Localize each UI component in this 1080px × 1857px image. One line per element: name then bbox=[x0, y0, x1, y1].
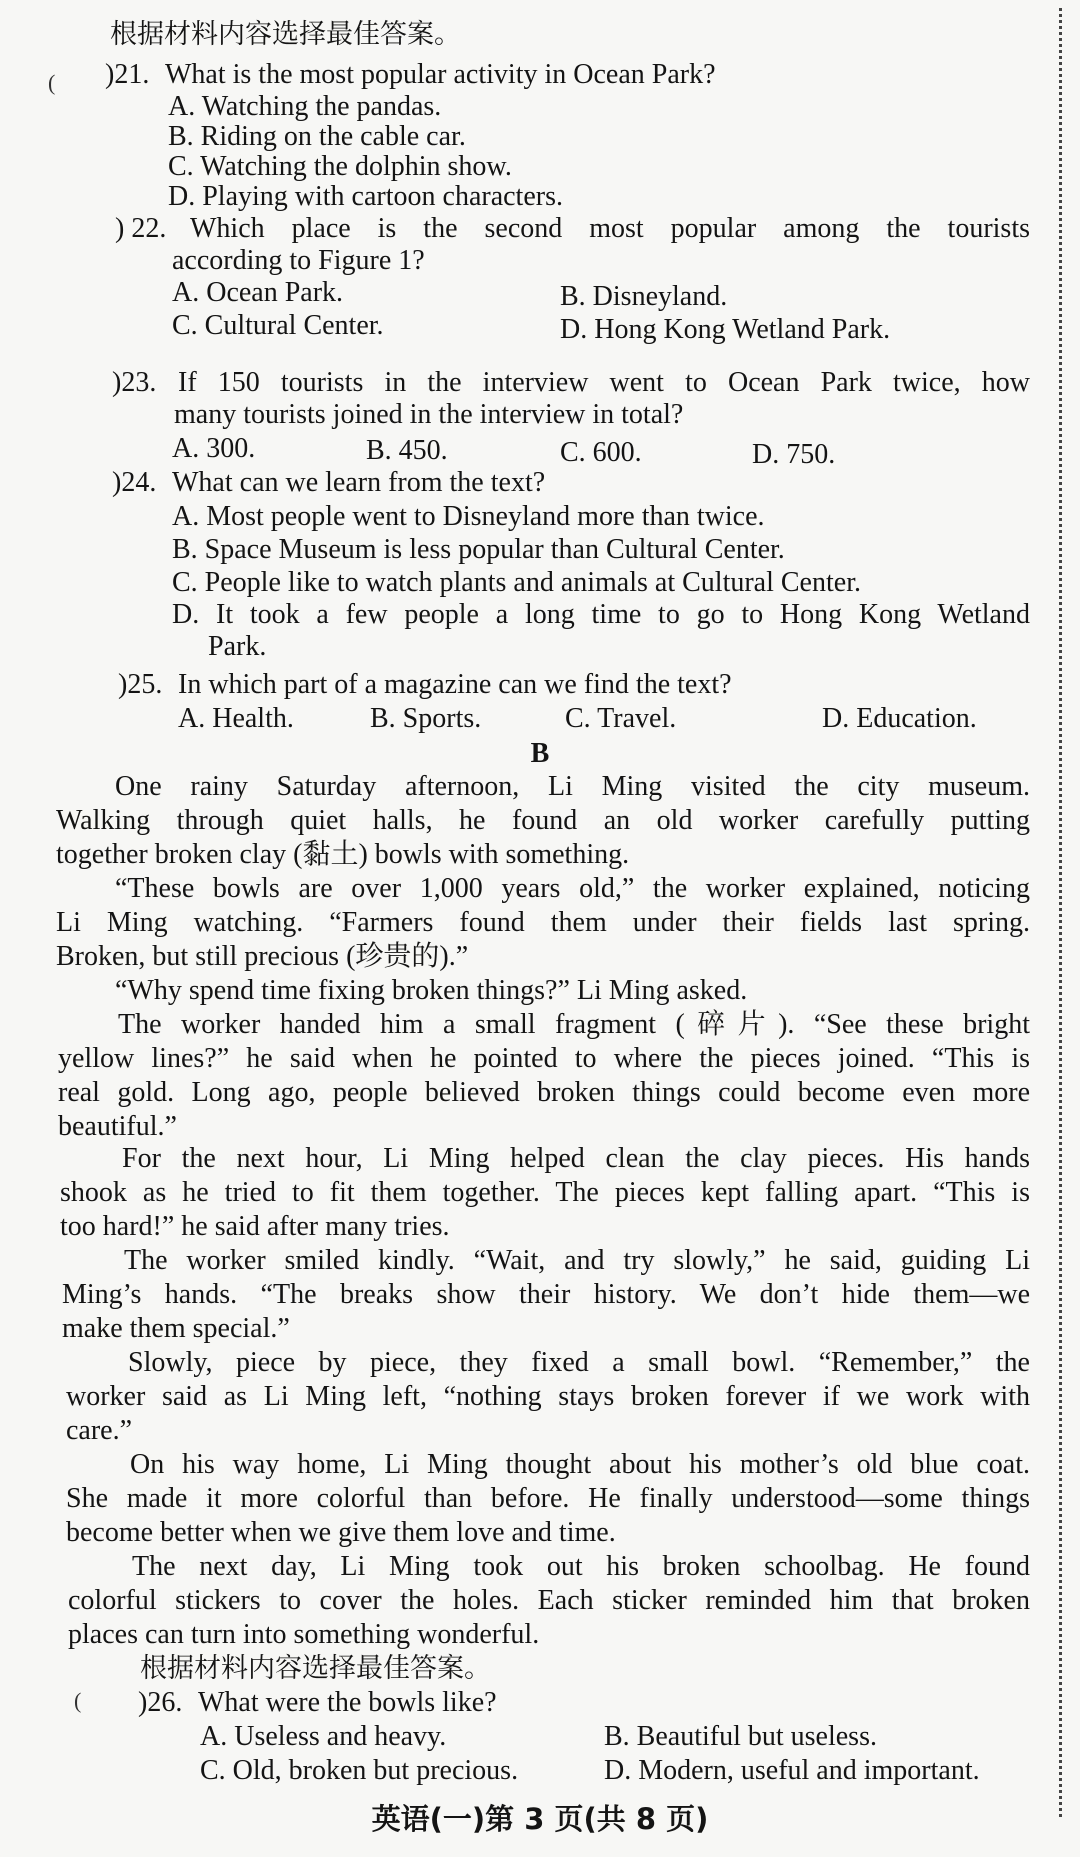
q22-option-b: B. Disneyland. bbox=[560, 281, 728, 312]
passage-line: The worker handed him a small fragment (碎片). “See these bright bbox=[118, 1009, 1030, 1040]
q21-stem: What is the most popular activity in Ocean Park? bbox=[165, 59, 716, 90]
q24-stem: What can we learn from the text? bbox=[172, 467, 546, 498]
q21-option-b: B. Riding on the cable car. bbox=[168, 121, 466, 152]
q23-stem-line2: many tourists joined in the interview in total? bbox=[174, 399, 684, 430]
passage-line: One rainy Saturday afternoon, Li Ming visited the city museum. bbox=[115, 771, 1030, 802]
q21-option-a: A. Watching the pandas. bbox=[168, 91, 442, 122]
passage-line: too hard!” he said after many tries. bbox=[60, 1211, 450, 1242]
passage-line: Broken, but still precious (珍贵的).” bbox=[56, 941, 469, 972]
passage-line: make them special.” bbox=[62, 1313, 290, 1344]
q22-stem-line2: according to Figure 1? bbox=[172, 245, 425, 276]
q22-stem-line1: Which place is the second most popular among the tourists bbox=[190, 213, 1030, 244]
passage-line: Walking through quiet halls, he found an old worker carefully putting bbox=[56, 805, 1030, 836]
q22-option-d: D. Hong Kong Wetland Park. bbox=[560, 314, 891, 345]
passage-line: “These bowls are over 1,000 years old,” the worker explained, noticing bbox=[115, 873, 1030, 904]
q23-option-b: B. 450. bbox=[366, 435, 448, 466]
q26-option-a: A. Useless and heavy. bbox=[200, 1721, 447, 1752]
q23-stem-line1: If 150 tourists in the interview went to Ocean Park twice, how bbox=[178, 367, 1030, 398]
passage-line: She made it more colorful than before. He finally understood—some things bbox=[66, 1483, 1030, 1514]
passage-line: colorful stickers to cover the holes. Each sticker reminded him that broken bbox=[68, 1585, 1030, 1616]
q21-number: )21. bbox=[105, 59, 150, 90]
q25-option-d: D. Education. bbox=[822, 703, 977, 734]
q26-stem: What were the bowls like? bbox=[198, 1687, 497, 1718]
passage-line: worker said as Li Ming left, “nothing stays broken forever if we work with bbox=[66, 1381, 1030, 1412]
instruction-bottom: 根据材料内容选择最佳答案。 bbox=[140, 1653, 491, 1684]
binding-dotted-line bbox=[1059, 8, 1062, 1817]
passage-line: places can turn into something wonderful. bbox=[68, 1619, 540, 1650]
q22-option-a: A. Ocean Park. bbox=[172, 277, 344, 308]
page-footer: 英语(一)第 3 页(共 8 页) bbox=[371, 1802, 709, 1836]
answer-paren-mark: ( bbox=[74, 1688, 82, 1713]
q21-option-d: D. Playing with cartoon characters. bbox=[168, 181, 563, 212]
q26-option-c: C. Old, broken but precious. bbox=[200, 1755, 519, 1786]
passage-line: shook as he tried to fit them together. The pieces kept falling apart. “This is bbox=[60, 1177, 1030, 1208]
passage-line: Slowly, piece by piece, they fixed a small bowl. “Remember,” the bbox=[128, 1347, 1030, 1378]
passage-line: For the next hour, Li Ming helped clean the clay pieces. His hands bbox=[122, 1143, 1030, 1174]
section-b-heading: B bbox=[530, 738, 550, 769]
passage-line: yellow lines?” he said when he pointed to where the pieces joined. “This is bbox=[58, 1043, 1030, 1074]
passage-line: On his way home, Li Ming thought about his mother’s old blue coat. bbox=[130, 1449, 1030, 1480]
instruction-top: 根据材料内容选择最佳答案。 bbox=[110, 19, 461, 50]
passage-line: care.” bbox=[66, 1415, 133, 1446]
passage-line: become better when we give them love and time. bbox=[66, 1517, 616, 1548]
q25-number: )25. bbox=[118, 669, 163, 700]
passage-line: real gold. Long ago, people believed broken things could become even more bbox=[58, 1077, 1030, 1108]
q24-number: )24. bbox=[112, 467, 157, 498]
q24-option-a: A. Most people went to Disneyland more than twice. bbox=[172, 501, 765, 532]
passage-line: The next day, Li Ming took out his broken schoolbag. He found bbox=[132, 1551, 1030, 1582]
q25-option-b: B. Sports. bbox=[370, 703, 482, 734]
q24-option-c: C. People like to watch plants and animals at Cultural Center. bbox=[172, 567, 861, 598]
q23-option-a: A. 300. bbox=[172, 433, 256, 464]
q25-option-a: A. Health. bbox=[178, 703, 294, 734]
q21-option-c: C. Watching the dolphin show. bbox=[168, 151, 512, 182]
q25-option-c: C. Travel. bbox=[565, 703, 677, 734]
passage-line: beautiful.” bbox=[58, 1111, 177, 1142]
q26-option-d: D. Modern, useful and important. bbox=[604, 1755, 980, 1786]
q23-number: )23. bbox=[112, 367, 157, 398]
passage-line: Li Ming watching. “Farmers found them under their fields last spring. bbox=[56, 907, 1030, 938]
q24-option-d: D. It took a few people a long time to go to Hong Kong Wetland bbox=[172, 599, 1030, 630]
passage-line: together broken clay (黏土) bowls with something. bbox=[56, 839, 630, 870]
passage-line: “Why spend time fixing broken things?” Li Ming asked. bbox=[115, 975, 748, 1006]
q24-option-b: B. Space Museum is less popular than Cultural Center. bbox=[172, 534, 785, 565]
passage-line: The worker smiled kindly. “Wait, and try slowly,” he said, guiding Li bbox=[124, 1245, 1030, 1276]
q23-option-d: D. 750. bbox=[752, 439, 836, 470]
q22-number: ) 22. bbox=[115, 213, 167, 244]
q24-option-d-cont: Park. bbox=[208, 631, 267, 662]
q26-option-b: B. Beautiful but useless. bbox=[604, 1721, 877, 1752]
passage-line: Ming’s hands. “The breaks show their history. We don’t hide them—we bbox=[62, 1279, 1030, 1310]
q22-option-c: C. Cultural Center. bbox=[172, 310, 384, 341]
q26-number: )26. bbox=[138, 1687, 183, 1718]
q25-stem: In which part of a magazine can we find the text? bbox=[178, 669, 732, 700]
q23-option-c: C. 600. bbox=[560, 437, 642, 468]
answer-paren-mark: ( bbox=[48, 70, 56, 95]
